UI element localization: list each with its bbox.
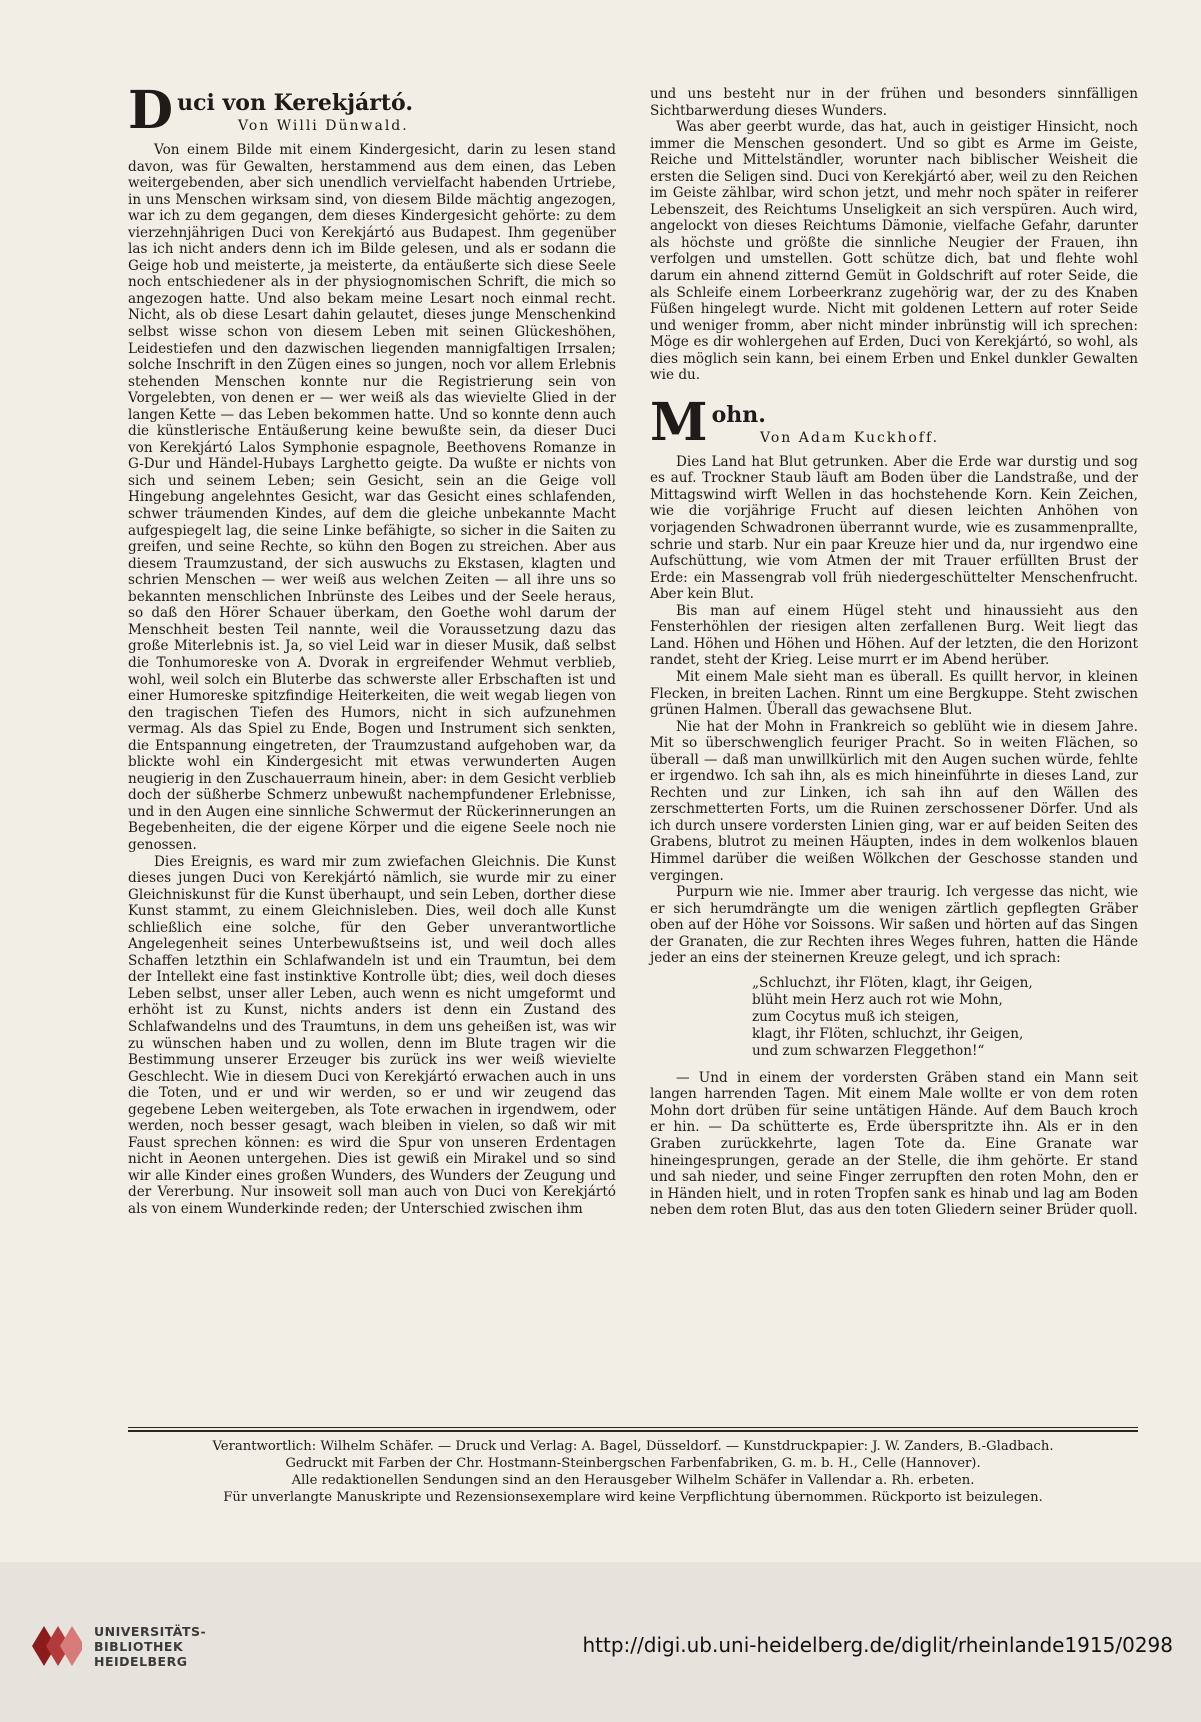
article-duci-byline: Von Willi Dünwald. [238, 118, 409, 134]
article-mohn-paragraph-4: Nie hat der Mohn in Frankreich so geblüht wie in diesem Jahre. Mit so überschwenglich feuriger Pracht. So in weiten Flächen, so überall — daß man unwillkürlich mit den Augen suchen würde, fehlte er irgendwo. Ich sah ihn, als es mich hineinführte in dieses Land, zur Rechten und zur Linken, ich sah ihn auf den Wällen des zerschmetterten Forts, um die Ruinen zerschossener Dörfer. Und als ich durch unsere vordersten Linien ging, war er auf beiden Seiten des Grabens, blutrot zu meinen Häupten, indes in dem wolkenlos blauen Himmel darüber die weißen Wölkchen der Geschosse standen und vergingen. [650, 718, 1138, 884]
article-duci-continuation: und uns besteht nur in der frühen und besonders sinnfälligen Sichtbarwerdung dieses Wunders. [650, 86, 1138, 119]
footer-divider [128, 1427, 1138, 1428]
imprint-footer [128, 1430, 1138, 1506]
article-mohn-paragraph-final: — Und in einem der vordersten Gräben stand ein Mann seit langen harrenden Tagen. Mit einem Male wollte er von dem roten Mohn dort drüben für seine untätigen Hände. Auf dem Bauch kroch er hin. — Da schütterte es, Erde überspritzte ihn. Als er in den Graben zurückkehrte, lagen Tote da. Eine Granate war hineingesprungen, gerade an der Stelle, die ihm gehörte. Er stand und sah nieder, und seine Finger zerrupften den roten Mohn, den er in Händen hielt, und in roten Tropfen sank es hinab und lag am Boden neben dem roten Blut, das aus den toten Gliedern seiner Brüder quoll. [650, 1069, 1138, 1219]
imprint-line-2: Gedruckt mit Farben der Chr. Hostmann-Steinbergschen Farbenfabriken, G. m. b. H., Celle (Hannover). [285, 1456, 981, 1471]
article-mohn-paragraph-5: Purpurn wie nie. Immer aber traurig. Ich vergesse das nicht, wie er sich herumdrängte um die wenigen zärtlich gepflegten Gräber oben auf der Höhe vor Soissons. Wir saßen und hörten auf das Singen der Granaten, die zur Rechten ihres Weges fuhren, hatten die Hände jeder an eins der steinernen Kreuze gelegt, und ich sprach: [650, 884, 1138, 967]
poem [752, 975, 1138, 1060]
source-url-link[interactable]: http://digi.ub.uni-heidelberg.de/diglit/rheinlande1915/0298 [582, 1633, 1173, 1657]
library-logo-text [94, 1624, 206, 1669]
poem-line: klagt, ihr Flöten, schluchzt, ihr Geigen, [752, 1025, 1024, 1042]
logo-line-3: HEIDELBERG [94, 1653, 188, 1669]
imprint-line-1: Verantwortlich: Wilhelm Schäfer. — Druck und Verlag: A. Bagel, Düsseldorf. — Kunstdruckpapier: J. W. Zanders, B.-Gladbach. [212, 1439, 1054, 1454]
right-column [650, 86, 1138, 1219]
logo-line-1: UNIVERSITÄTS- [94, 1623, 207, 1639]
article-mohn-paragraph-2: Bis man auf einem Hügel steht und hinaussieht aus den Fensterhöhlen der riesigen alten zerfallenen Burg. Weit liegt das Land. Höhen und Höhen und Höhen. Auf der letzten, die den Horizont randet, steht der Krieg. Leise murrt er im Abend herüber. [650, 602, 1138, 669]
university-seal-icon [28, 1618, 84, 1674]
article-duci-paragraph-2: Dies Ereignis, es ward mir zum zwiefachen Gleichnis. Die Kunst dieses jungen Duci von Kerekjártó nämlich, sie wurde mir zu einer Gleichniskunst für die Kunst überhaupt, und sein Leben, dorther diese Kunst stammt, zu einem Gleichnisleben. Dies, weil doch alle Kunst schließlich eine solche, für den Geber unverantwortliche Angelegenheit seines Unterbewußtseins ist, und weil doch alles Schaffen letzthin ein Schlafwandeln ist und ein Traumtun, bei dem der Intellekt eine fast instinktive Kontrolle übt; dies, weil doch dieses Leben selbst, unser aller Leben, auch wenn es nicht umgeformt und erhöht ist zu Kunst, nichts anders ist denn ein Zustand des Schlafwandelns und des Traumtuns, in dem uns geheißen ist, was wir zu wünschen haben und zu wollen, denn im Blute tragen wir die Bestimmung unserer Erzeuger bis zurück ins wer weiß wievielte Geschlecht. Wie in diesem Duci von Kerekjártó erwachen auch in uns die Toten, und er und wir werden, so er und wir zeugend das gegebene Leben weitergeben, als Tote erwachen in irgendwem, oder werden, noch besser gesagt, wach bleiben in vielen, so daß wir mit Faust sprechen können: es wird die Spur von unseren Erdentagen nicht in Aeonen untergehen. Dies ist gewiß ein Mirakel und so sind wir alle Kinder eines großen Wunders, des Wunders der Zeugung und der Vererbung. Nur insoweit soll man auch von Duci von Kerekjártó als von einem Wunderkinde reden; der Unterschied zwischen ihm [128, 853, 616, 1217]
article-mohn-initial: M [650, 391, 708, 453]
article-duci-initial: D [128, 80, 174, 141]
poem-line: und zum schwarzen Fleggethon!“ [752, 1042, 985, 1059]
left-column [128, 80, 616, 1218]
article-duci-header [128, 80, 616, 141]
imprint-line-4: Für unverlangte Manuskripte und Rezensionsexemplare wird keine Verpflichtung übernommen. Rückporto ist beizulegen. [223, 1490, 1043, 1505]
article-mohn-title: ohn. [711, 401, 766, 428]
poem-line: „Schluchzt, ihr Flöten, klagt, ihr Geigen, [752, 974, 1033, 991]
article-mohn-paragraph-3: Mit einem Male sieht man es überall. Es quillt hervor, in kleinen Flecken, in breiten Lachen. Rinnt um eine Bergkuppe. Steht zwischen grünen Halmen. Überall das gewachsene Blut. [650, 668, 1138, 719]
library-logo[interactable] [28, 1618, 206, 1674]
logo-line-2: BIBLIOTHEK [94, 1638, 184, 1654]
imprint-line-3: Alle redaktionellen Sendungen sind an den Herausgeber Wilhelm Schäfer in Vallendar a. Rh. erbeten. [291, 1473, 975, 1488]
article-duci-paragraph-final: Was aber geerbt wurde, das hat, auch in geistiger Hinsicht, noch immer die Menschen gesondert. Und so gibt es Arme im Geiste, Reiche und Mittelständler, worunter nach biblischer Weisheit die ersten die Seligen sind. Duci von Kerekjártó aber, weil zu den Reichen im Geiste zählbar, wird schon jetzt, und mehr noch später in reiferer Lebenszeit, des Reichtums Unseligkeit an sich verspüren. Auch wird, angelockt von dieses Reichtums Dämonie, vielfache Gefahr, darunter als höchste und größte die sinnliche Neugier der Frauen, ihn verfolgen und umstellen. Gott schütze dich, bat und flehte wohl darum ein ahnend zitternd Gemüt in Goldschrift auf roter Seide, die als Schleife einem Lorbeerkranz zugehörig war, der zu des Knaben Füßen hingelegt wurde. Nicht mit goldenen Lettern auf roter Seide und weniger fromm, aber nicht minder inbrünstig will ich sprechen: Möge es dir wohlergehen auf Erden, Duci von Kerekjártó, so wohl, als dies möglich sein kann, bei einem Erben und Enkel dunkler Gewalten wie du. [650, 119, 1138, 384]
article-duci-paragraph-1: Von einem Bilde mit einem Kindergesicht, darin zu lesen stand davon, was für Gewalten, herstammend aus dem einen, das Leben weitergebenden, aber sich unendlich vervielfacht habenden Urtriebe, in uns Menschen wirksam sind, von diesem Bilde mächtig angezogen, war ich zu dem gegangen, dem dieses Kindergesicht gehörte: zu dem vierzehnjährigen Duci von Kerekjártó aus Budapest. Ihm gegenüber las ich nicht anders denn ich im Bilde gelesen, und als er sodann die Geige hob und meisterte, ja meisterte, da entäußerte sich diese Seele noch entschiedener als in der physiognomischen Schrift, die mich so angezogen hatte. Und also bekam meine Lesart noch einmal recht. Nicht, als ob diese Lesart dahin gelautet, dieses junge Menschenkind selbst wisse schon von diesem Leben mit seinen Glückeshöhen, Leidestiefen und den dazwischen liegenden mannigfaltigen Irrsalen; solche Inschrift in den Zügen eines so jungen, noch vor allem Erlebnis stehenden Menschen konnte nur die Registrierung sein von Vorgelebten, von denen er — wer weiß als das wievielte Glied in der langen Kette — das Leben bekommen hatte. Und so konnte denn auch die künstlerische Entäußerung keine bewußte sein, da dieser Duci von Kerekjártó Lalos Symphonie espagnole, Beethovens Romanze in G-Dur und Händel-Hubays Larghetto geigte. Da wußte er nichts von sich und seinem Leben; sein Gesicht, sein an die Geige voll Hingebung angelehntes Gesicht, war das Gesicht eines schlafenden, schwer träumenden Kindes, auf dem die gleiche unbekannte Macht aufgespiegelt lag, die seine Linke befähigte, so sicher in die Saiten zu greifen, und seine Rechte, so kühn den Bogen zu streichen. Aber aus diesem Traumzustand, der sich auswuchs zu Ekstasen, klagten und schrien Menschen — wer weiß aus welchen Zeiten — all ihre uns so bekannten menschlichen Inbrünste des Leibes und der Seele heraus, so daß den Hörer Schauer überkam, den Goethe wohl darum der Menschheit besten Teil nannte, weil die Voraussetzung dazu das große Miterlebnis ist. Ja, so viel Leid war in dieser Musik, daß selbst die Tonhumoreske von A. Dvorak in ergreifender Wehmut verblieb, wohl, weil solch ein Bluterbe das schwerste aller Erbschaften ist und einer Humoreske spitzfindige Heiterkeiten, die weit wegab liegen von den tragischen Tiefen des Humors, nicht in sich aufzunehmen vermag. Als das Spiel zu Ende, Bogen und Instrument sich senkten, die Entspannung eingetreten, der Traumzustand aufgehoben war, da blickte wohl ein Kindergesicht mit etwas verwunderten Augen neugierig in den Zuschauerraum hinein, aber: in dem Gesicht verblieb doch der süßherbe Schmerz unbewußt nachempfundener Erlebnisse, und in den Augen eine sinnliche Schwermut der Rückerinnerungen an Begebenheiten, die der eigene Körper und die eigene Seele noch nie genossen. [128, 142, 616, 853]
poem-line: zum Cocytus muß ich steigen, [752, 1008, 960, 1025]
article-mohn-paragraph-1: Dies Land hat Blut getrunken. Aber die Erde war durstig und sog es auf. Trockner Staub läuft am Boden über die Landstraße, und der Mittagswind wirft Wellen in das hochstehende Korn. Kein Zeichen, wie die vorjährige Frucht auf diesen leichten Anhöhen von vorjagenden Schwadronen überrannt wurde, wie es zusammenprallte, schrie und starb. Nur ein paar Kreuze hier und da, nur irgendwo eine Aufschüttung, wie vom Atmen der mit Trauer erfüllten Brust der Erde: ein Massengrab voll früh niedergeschüttelter Menschenfrucht. Aber kein Blut. [650, 453, 1138, 603]
article-mohn-header [650, 391, 1138, 453]
poem-line: blüht mein Herz auch rot wie Mohn, [752, 991, 1003, 1008]
article-duci-title: uci von Kerekjártó. [177, 90, 413, 116]
article-mohn-byline: Von Adam Kuckhoff. [760, 429, 940, 446]
